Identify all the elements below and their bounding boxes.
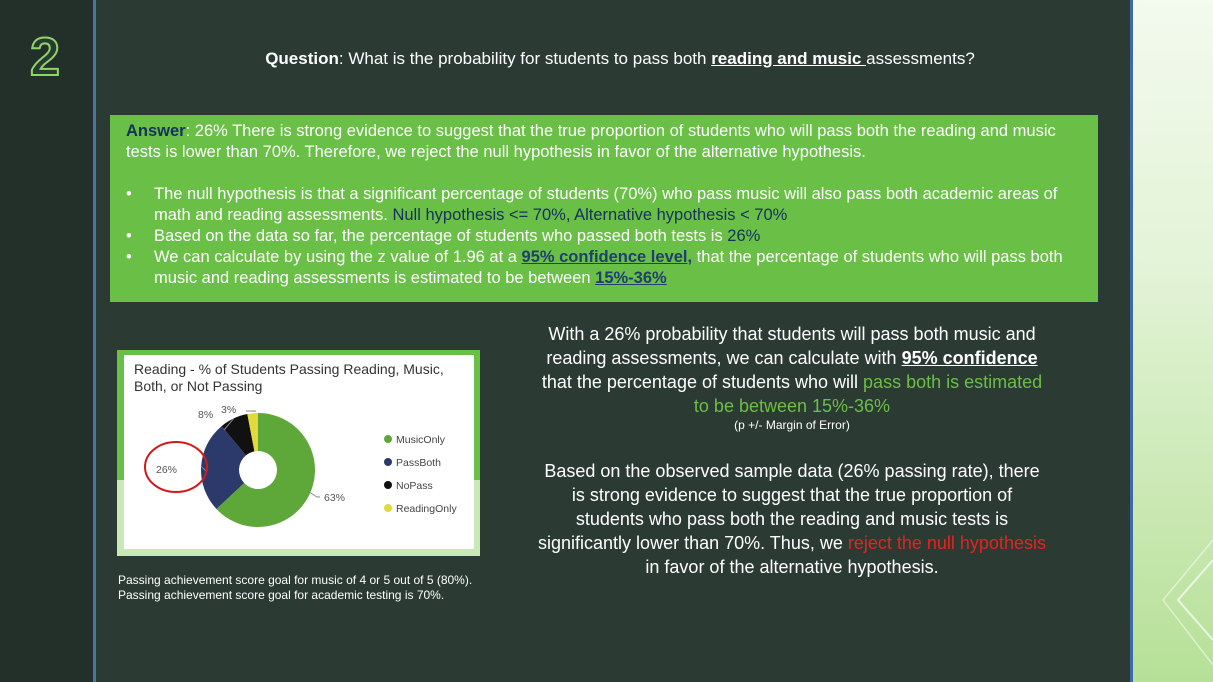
margin-of-error-note: (p +/- Margin of Error) — [734, 418, 850, 432]
legend-marker-musiconly — [384, 435, 392, 443]
question-text-after: assessments? — [866, 49, 975, 68]
data-label-nopass: 8% — [198, 409, 214, 421]
conclusion-confidence — [537, 322, 1047, 432]
legend-marker-nopass — [384, 481, 392, 489]
interval-range-link[interactable]: 15%-36% — [595, 269, 667, 287]
legend-marker-passboth — [384, 458, 392, 466]
chart-title: Reading - % of Students Passing Reading, Music, Both, or Not Passing — [134, 361, 444, 394]
slide-number: 2 — [30, 27, 61, 87]
interval-highlight: pass both is estimated to be between 15%-36% — [693, 372, 1043, 416]
answer-value: : 26% — [185, 122, 228, 140]
right-decoration — [1133, 0, 1213, 682]
answer-summary — [126, 121, 1082, 163]
bullet-confidence-interval — [126, 247, 1082, 289]
pie-chart — [124, 355, 474, 549]
left-strip — [0, 0, 95, 682]
conclusion-text: in favor of the alternative hypothesis. — [645, 557, 939, 577]
footnote-line-academic: Passing achievement score goal for academic testing is 70%. — [118, 588, 445, 602]
pie-chart-card — [124, 355, 474, 549]
data-label-readingonly: 3% — [221, 404, 237, 416]
legend-marker-readingonly — [384, 504, 392, 512]
footnote — [118, 573, 472, 603]
conclusion-hypothesis — [537, 459, 1047, 579]
bullet-null-hypothesis — [126, 184, 1082, 226]
answer-box — [110, 115, 1098, 302]
bullet-hypothesis-values: Null hypothesis <= 70%, Alternative hypothesis < 70% — [392, 206, 788, 224]
bullet-text: We can calculate by using the z value of 1.96 at a — [154, 248, 522, 266]
conclusion-text: Based on the observed sample data (26% passing rate), there is strong evidence to suggest that the true proportion of students who pass both the reading and music tests is significantly lower than 70%. Thus, we — [538, 461, 1040, 553]
data-label-musiconly: 63% — [324, 492, 346, 504]
conclusion-text: that the percentage of students who will — [541, 372, 864, 392]
confidence-underlined: 95% confidence — [901, 348, 1038, 368]
answer-text: There is strong evidence to suggest that the true proportion of students who will pass both the reading and music tests is lower than 70%. Therefore, we reject the null hypothesis in favor of the alternative hypothesis. — [126, 122, 1056, 161]
reject-null-highlight: reject the null hypothesis — [847, 533, 1046, 553]
answer-label: Answer — [126, 122, 186, 140]
confidence-level-link[interactable]: 95% confidence level, — [521, 248, 693, 266]
data-label-leader-musiconly — [310, 493, 320, 497]
legend-label-passboth: PassBoth — [396, 457, 441, 469]
bullet-rate-value: 26% — [727, 227, 761, 245]
legend-label-musiconly: MusicOnly — [396, 434, 446, 446]
question-underlined: reading and music — [711, 49, 867, 68]
conclusion-text: With a 26% probability that students will pass both music and reading assessments, we can calculate with — [546, 324, 1036, 368]
bullet-text: Based on the data so far, the percentage of students who passed both tests is — [154, 227, 728, 245]
answer-bullets — [126, 184, 1082, 289]
legend-label-readingonly: ReadingOnly — [396, 503, 457, 515]
question-text — [140, 49, 1100, 69]
legend-label-nopass: NoPass — [396, 480, 433, 492]
footnote-line-music: Passing achievement score goal for music of 4 or 5 out of 5 (80%). — [118, 573, 473, 587]
decorative-lines-icon — [1133, 0, 1213, 682]
data-label-passboth: 26% — [156, 464, 178, 476]
bullet-text: that the percentage of students who will pass both music and reading assessments is estimated to be between — [154, 248, 1063, 287]
bullet-text: The null hypothesis is that a significant percentage of students (70%) who pass music will also pass both academic areas of math and reading assessments. — [154, 185, 1058, 224]
question-text-before: : What is the probability for students to pass both — [338, 49, 712, 68]
question-label: Question — [265, 49, 339, 68]
bullet-observed-rate — [126, 226, 1082, 247]
